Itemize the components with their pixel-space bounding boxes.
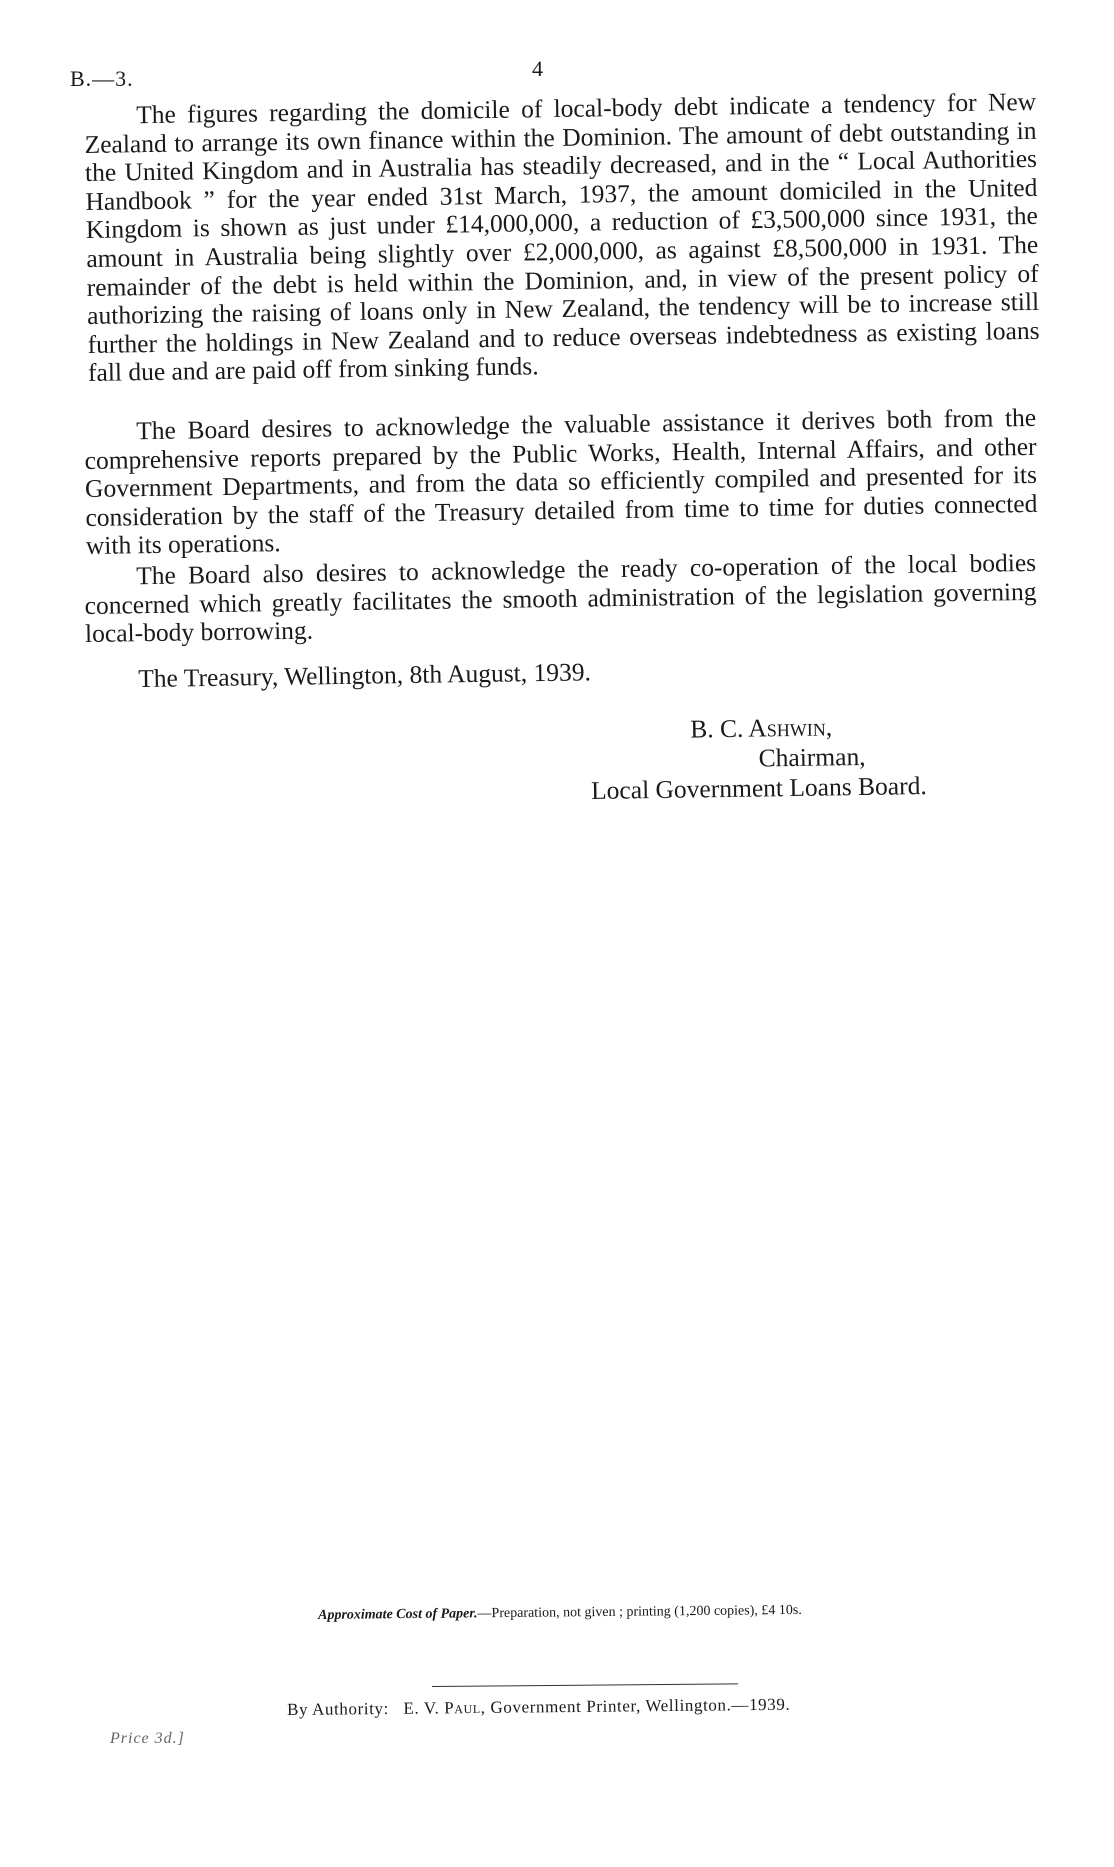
price-note: Price 3d.] [110, 1730, 185, 1747]
printer-suffix: Government Printer, Wellington.—1939. [490, 1694, 791, 1717]
printer-name: E. V. Paul, [403, 1697, 486, 1718]
paragraph-text: The figures regarding the domicile of local-body debt indicate a tendency for New Zealand to arrange its own finance within the Dominion. The amount of debt outstanding in the United Kingdom and in Australia has steadily decreased, and in the “ Local Authorities Handbook ” for the year ended 31st March, 1937, the amount domiciled in the United Kingdom is shown as just under £14,000,000, a reduction of £3,500,000 since 1931, the amount in Australia being slightly over £2,000,000, as against £8,500,000 in 1931. The remainder of the debt is held within the Dominion, and, in view of the present policy of authorizing the raising of loans only in New Zealand, the tendency will be to increase still further the holdings in New Zealand and to reduce overseas indebtedness as existing loans fall due and are paid off from sinking funds. [84, 86, 1040, 388]
paragraph-text: The Board also desires to acknowledge the ready co-operation of the local bodies concerned which greatly facilitates the smooth administration of the legislation governing local-body borrowing. [84, 547, 1037, 649]
cost-label: Approximate Cost of Paper. [318, 1606, 478, 1623]
signature-block [590, 710, 1011, 806]
paragraph-domicile-of-debt [84, 88, 1040, 388]
signatory-title: Chairman, [758, 741, 866, 773]
paragraph-acknowledgement-local-bodies [84, 549, 1037, 649]
footer-divider [432, 1683, 738, 1687]
cost-text: —Preparation, not given ; printing (1,200 copies), £4 10s. [477, 1602, 802, 1622]
signatory-board: Local Government Loans Board. [590, 771, 927, 805]
paragraph-text: The Board desires to acknowledge the valuable assistance it derives both from the comprehensive reports prepared by the Public Works, Health, Internal Affairs, and other Government Departments, and from the data so efficiently compiled and presented for its consideration by the staff of the Treasury detailed from time to time for duties connected with its operations. [84, 402, 1038, 561]
document-reference: B.—3. [70, 66, 134, 91]
cost-of-paper-note [318, 1603, 802, 1624]
dateline: The Treasury, Wellington, 8th August, 1939. [138, 657, 592, 693]
paragraph-acknowledgement-departments [84, 404, 1038, 561]
authority-prefix: By Authority: [287, 1698, 389, 1719]
signatory-name: B. C. Ashwin, [689, 712, 833, 744]
page-number: 4 [532, 56, 543, 81]
printer-authority-line [287, 1695, 790, 1720]
